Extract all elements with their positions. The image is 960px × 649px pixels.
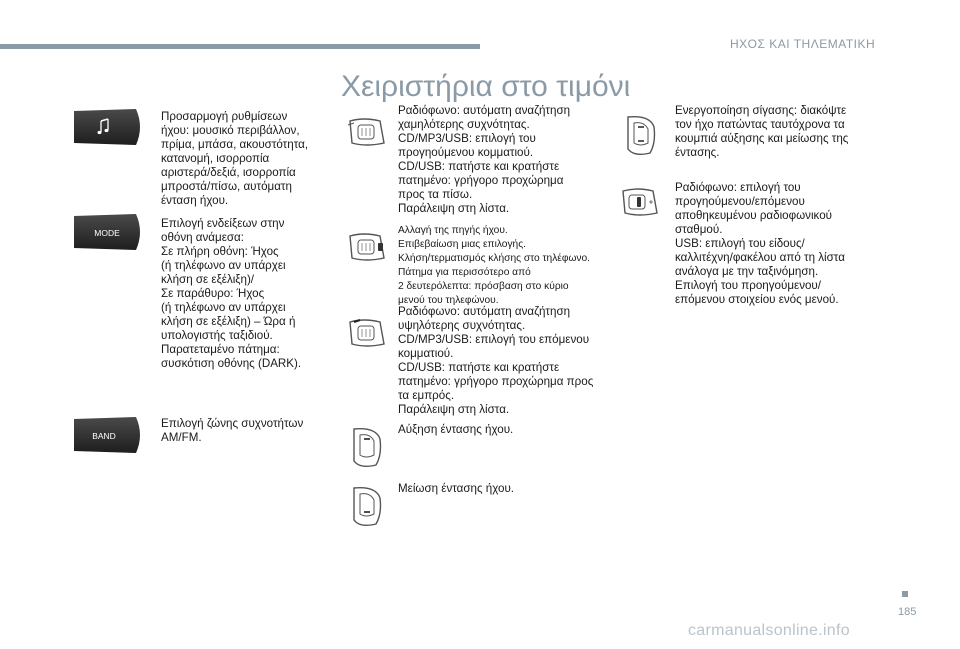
- preset-wheel-control-icon: [617, 185, 663, 219]
- preset-wheel-description: Ραδιόφωνο: επιλογή του προγηούμενου/επόμενου αποθηκευμένου ραδιοφωνικού σταθμού. USB: επιλογή του είδους/ καλλιτέχνη/φακέλου από τη λίστα ανάλογα με την ταξινόμηση. Επιλογή του προηγούμενου/ επόμενου στοιχείου ενός μενού.: [675, 181, 845, 306]
- page-marker: [902, 591, 908, 597]
- volume-down-control-icon: [346, 484, 388, 530]
- mute-description: Ενεργοποίηση σίγασης: διακόψτε τον ήχο πατώντας ταυτόχρονα τα κουμπιά αύξησης και μείωσης της έντασης.: [675, 104, 849, 159]
- volume-down-description: Μείωση έντασης ήχου.: [398, 482, 515, 495]
- page-title: Χειριστήρια στο τιμόνι: [341, 70, 631, 103]
- music-settings-button: [70, 107, 146, 147]
- mode-description: Επιλογή ενδείξεων στην οθόνη ανάμεσα: Σε πλήρη οθόνη: Ήχος (ή τηλέφωνο αν υπάρχει κλήση σε εξέλιξη)/ Σε παράθυρο: Ήχος (ή τηλέφωνο αν υπάρχει κλήση σε εξέλιξη) – Ώρα ή υπολογιστής ταξιδιού. Παρατεταμένο πάτημα: συσκότιση οθόνης (DARK).: [161, 217, 302, 370]
- section-title: ΗΧΟΣ ΚΑΙ ΤΗΛΕΜΑΤΙΚΗ: [730, 37, 876, 51]
- header-rule: [0, 44, 480, 49]
- volume-up-control-icon: [346, 425, 388, 471]
- seek-down-control-icon: [344, 115, 390, 149]
- source-control-icon: [344, 230, 390, 264]
- page-number: 185: [898, 606, 917, 618]
- watermark: carmanualsonline.info: [688, 622, 850, 639]
- seek-down-description: Ραδιόφωνο: αυτόματη αναζήτηση χαμηλότερης συχνότητας. CD/MP3/USB: επιλογή του προγηούμενου κομματιού. CD/USB: πατήστε και κρατήστε πατημένο: γρήγορο προχώρημα προς τα πίσω. Παράλειψη στη λίστα.: [398, 104, 571, 215]
- mute-control-icon: [620, 113, 660, 157]
- seek-up-control-icon: [344, 316, 390, 350]
- band-button: [70, 415, 146, 455]
- volume-up-description: Αύξηση έντασης ήχου.: [398, 423, 514, 436]
- band-button-label: BAND: [92, 431, 116, 441]
- seek-up-description: Ραδιόφωνο: αυτόματη αναζήτηση υψηλότερης συχνότητας. CD/MP3/USB: επιλογή του επόμενου κομματιού. CD/USB: πατήστε και κρατήστε πατημένο: γρήγορο προχώρημα προς τα εμπρός. Παράλειψη στη λίστα.: [398, 305, 594, 416]
- sound-settings-description: Προσαρμογή ρυθμίσεων ήχου: μουσικό περιβάλλον, πρίμα, μπάσα, ακουστότητα, κατανομή, ισορροπία αριστερά/δεξιά, ισορροπία μπροστά/πίσω, αυτόματη ένταση ήχου.: [161, 110, 309, 207]
- mode-button: [70, 212, 146, 252]
- mode-button-label: MODE: [94, 228, 120, 238]
- band-description: Επιλογή ζώνης συχνοτήτων AM/FM.: [161, 417, 304, 444]
- source-description: Αλλαγή της πηγής ήχου. Επιβεβαίωση μιας επιλογής. Κλήση/τερματισμός κλήσης στο τηλέφωνο. Πάτημα για περισσότερο από 2 δευτερόλεπτα: πρόσβαση στο κύριο μενού του τηλεφώνου.: [398, 225, 590, 306]
